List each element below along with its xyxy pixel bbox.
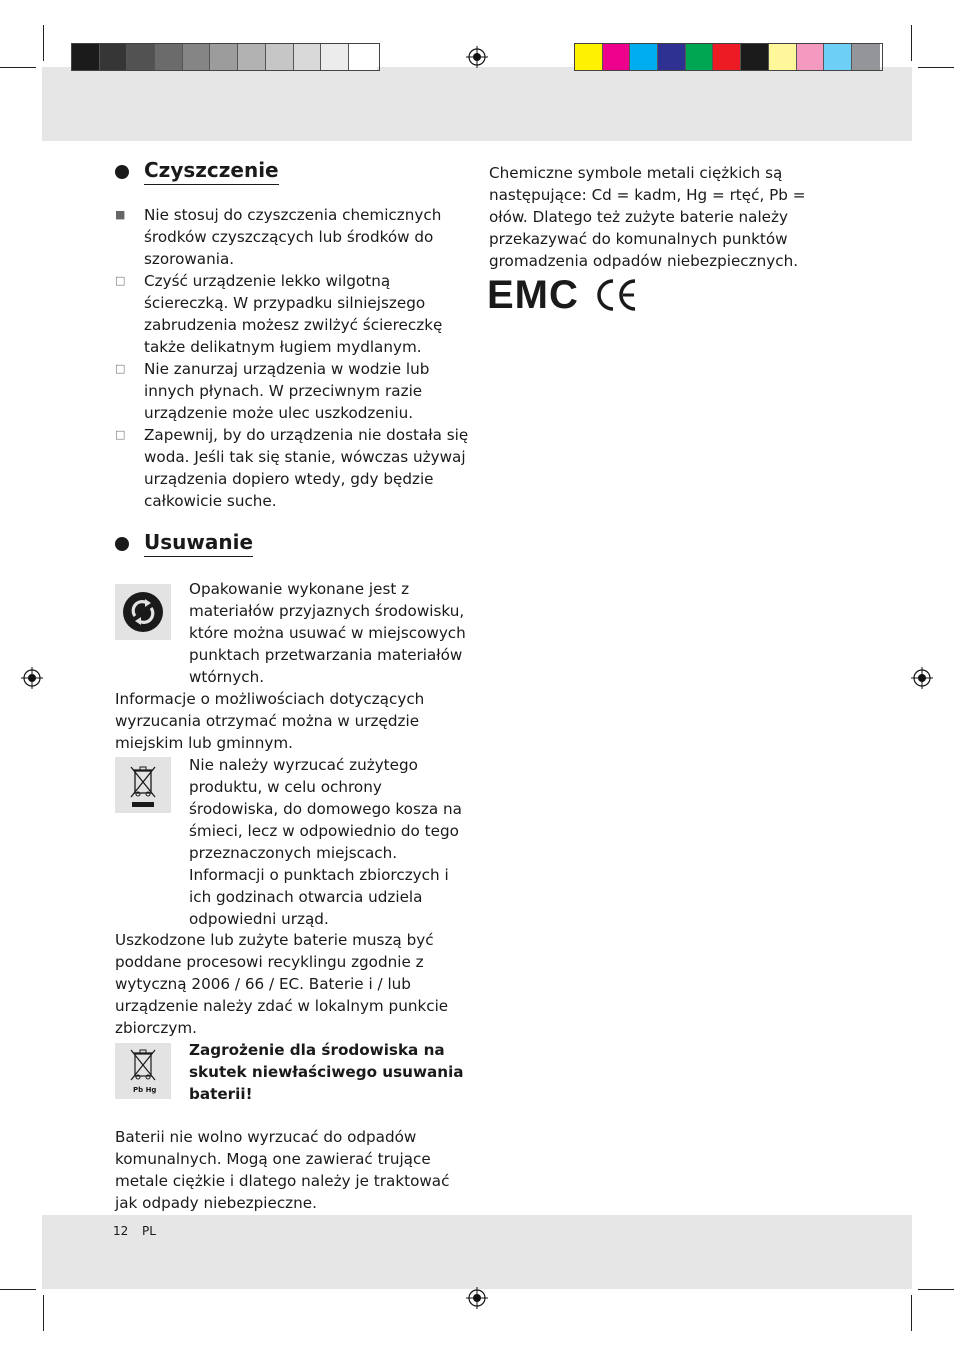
color-swatch bbox=[713, 44, 741, 70]
crosshair-circle-icon bbox=[911, 667, 933, 689]
list-item bbox=[115, 270, 470, 358]
filled-square-icon: ■ bbox=[115, 208, 126, 221]
crop-mark bbox=[918, 67, 954, 68]
color-swatch bbox=[769, 44, 797, 70]
section-title: Usuwanie bbox=[144, 530, 253, 557]
list-item-text: Nie zanurzaj urządzenia w wodzie lub innych płynach. W przeciwnym razie urządzenie może ulec uszkodzeniu. bbox=[144, 360, 430, 422]
list-item-text: Czyść urządzenie lekko wilgotną ściereczką. W przypadku silniejszego zabrudzenia możesz zwilżyć ściereczkę także delikatnym ługiem mydlanym. bbox=[144, 272, 443, 356]
list-item-text: Nie stosuj do czyszczenia chemicznych środków czyszczących lub środków do szorowania. bbox=[144, 206, 442, 268]
crosshair-circle-icon bbox=[21, 667, 43, 689]
checkbox-square-icon: □ bbox=[115, 274, 126, 287]
color-swatch bbox=[575, 44, 603, 70]
color-swatch bbox=[210, 44, 238, 70]
crop-mark bbox=[43, 25, 44, 61]
color-swatch bbox=[630, 44, 658, 70]
chemical-symbols-text: Chemiczne symbole metali ciężkich są następujące: Cd = kadm, Hg = rtęć, Pb = ołów. Dlatego też zużyte baterie należy przekazywać do komunalnych punktów gromadzenia odpadów niebezpiecznych. bbox=[489, 164, 806, 270]
top-print-band bbox=[42, 67, 912, 141]
ce-mark bbox=[595, 278, 639, 316]
recycling-symbol-box bbox=[115, 584, 171, 640]
list-item bbox=[115, 358, 470, 424]
color-swatch bbox=[155, 44, 183, 70]
color-swatch bbox=[686, 44, 714, 70]
color-swatch bbox=[127, 44, 155, 70]
weee-symbol-box bbox=[115, 757, 171, 813]
green-dot-recycling-icon bbox=[121, 590, 165, 634]
color-swatch bbox=[321, 44, 349, 70]
battery-text: Uszkodzone lub zużyte baterie muszą być poddane procesowi recyklingu zgodnie z wytyczną 2006 / 66 / EC. Baterie i / lub urządzenie należy zdać w lokalnym punkcie zbiorczym. bbox=[115, 931, 449, 1037]
packaging-text: Opakowanie wykonane jest z materiałów przyjaznych środowisku, które można usuwać w miejscowych punktach przetwarzania materiałów wtórnych. bbox=[189, 580, 466, 686]
color-swatch bbox=[741, 44, 769, 70]
crop-mark bbox=[0, 67, 36, 68]
battery-symbol-box bbox=[115, 1043, 171, 1099]
color-swatch bbox=[658, 44, 686, 70]
language-code: PL bbox=[142, 1224, 156, 1238]
bottom-print-band bbox=[42, 1215, 912, 1289]
cleaning-list bbox=[115, 204, 470, 512]
weee-text: Nie należy wyrzucać zużytego produktu, w celu ochrony środowiska, do domowego kosza na śmieci, lecz w odpowiednio do tego przeznaczonych miejscach. Informacji o punktach zbiorczych i ich godzinach otwarcia udziela odpowiedni urząd. bbox=[189, 756, 462, 928]
color-swatch bbox=[349, 44, 377, 70]
emc-label: EMC bbox=[487, 273, 579, 317]
list-item-text: Zapewnij, by do urządzenia nie dostała się woda. Jeśli tak się stanie, wówczas używaj urządzenia dopiero wtedy, gdy będzie całkowicie suche. bbox=[144, 426, 469, 510]
page-number: 12 bbox=[113, 1224, 129, 1238]
battery-icon-label: Pb Hg bbox=[133, 1086, 157, 1094]
color-swatch bbox=[824, 44, 852, 70]
list-item bbox=[115, 424, 470, 512]
color-swatch bbox=[294, 44, 322, 70]
color-swatch bbox=[100, 44, 128, 70]
checkbox-square-icon: □ bbox=[115, 428, 126, 441]
color-swatch bbox=[183, 44, 211, 70]
color-swatch bbox=[852, 44, 880, 70]
color-swatch bbox=[797, 44, 825, 70]
color-swatch bbox=[72, 44, 100, 70]
disposal-heading bbox=[115, 530, 253, 557]
bullet-dot-icon bbox=[115, 165, 129, 179]
ce-mark-icon bbox=[595, 278, 639, 312]
color-swatch bbox=[266, 44, 294, 70]
crosshair-circle-icon bbox=[466, 1287, 488, 1309]
crossed-bin-icon bbox=[126, 762, 160, 808]
crop-mark bbox=[911, 25, 912, 61]
crosshair-circle-icon bbox=[466, 46, 488, 68]
info-text: Informacje o możliwościach dotyczących wyrzucania otrzymać można w urzędzie miejskim lub gminnym. bbox=[115, 690, 425, 752]
warning-title: Zagrożenie dla środowiska na skutek niewłaściwego usuwania baterii! bbox=[189, 1041, 464, 1103]
bullet-dot-icon bbox=[115, 537, 129, 551]
crop-mark bbox=[911, 1295, 912, 1331]
final-text: Baterii nie wolno wyrzucać do odpadów komunalnych. Mogą one zawierać trujące metale ciężkie i dlatego należy je traktować jak odpady niebezpieczne. bbox=[115, 1128, 450, 1212]
cleaning-heading bbox=[115, 158, 279, 185]
crop-mark bbox=[918, 1289, 954, 1290]
color-swatch bbox=[603, 44, 631, 70]
section-title: Czyszczenie bbox=[144, 158, 279, 185]
list-item bbox=[115, 204, 470, 270]
crop-mark bbox=[0, 1289, 36, 1290]
color-swatch bbox=[238, 44, 266, 70]
process-color-bar bbox=[574, 43, 883, 71]
checkbox-square-icon: □ bbox=[115, 362, 126, 375]
grayscale-color-bar bbox=[71, 43, 380, 71]
crop-mark bbox=[43, 1295, 44, 1331]
